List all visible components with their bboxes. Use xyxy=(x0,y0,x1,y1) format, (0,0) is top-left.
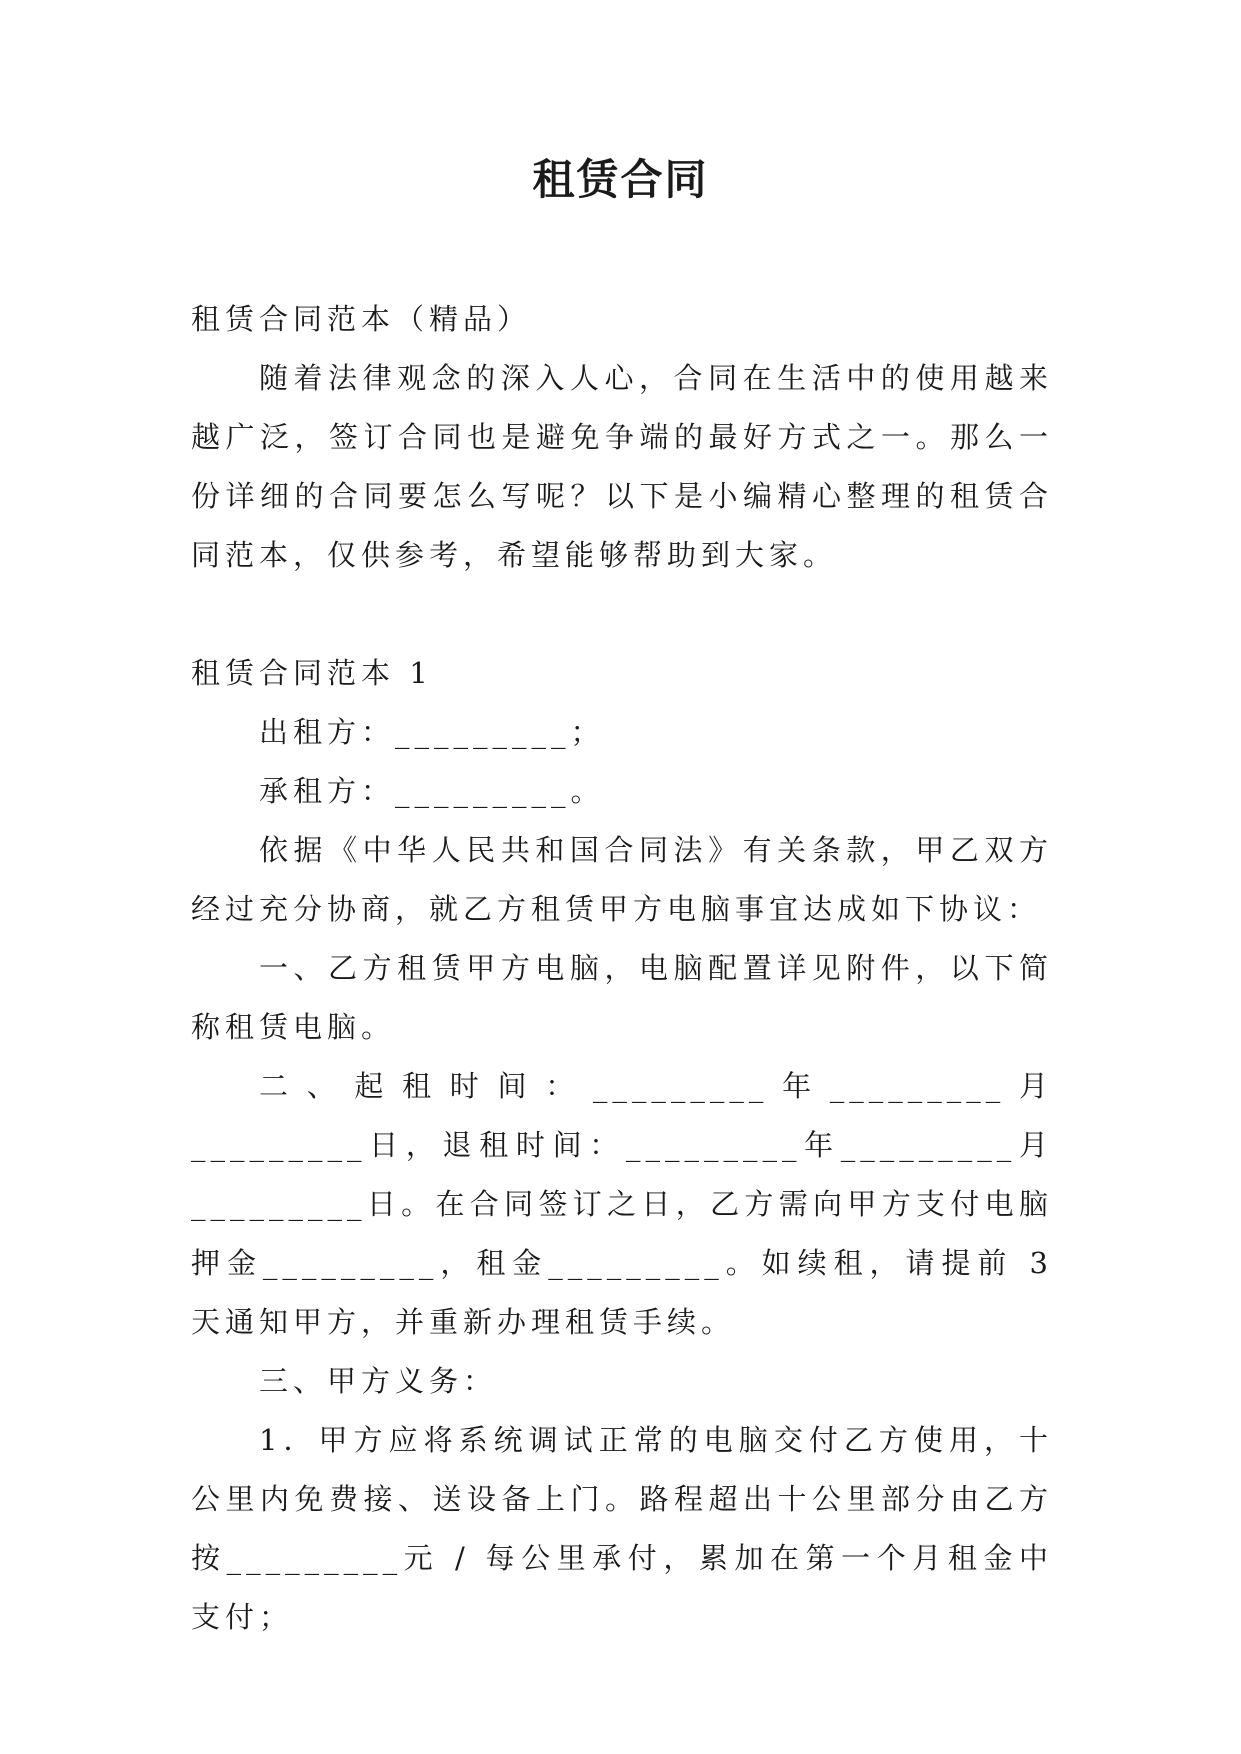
document-body xyxy=(191,290,1053,1647)
clause-2-paragraph: 二、起租时间：_________年_________月_________日，退租时间：_________年_________月_________日。在合同签订之日，乙方需向甲方支付电脑押金_________，租金_________。如续租，请提前 3 天通知甲方，并重新办理租赁手续。 xyxy=(191,1069,1053,1339)
lessee-line: 承租方：_________。 xyxy=(259,774,605,808)
document-title: 租赁合同 xyxy=(532,155,709,204)
clause-3-heading: 三、甲方义务： xyxy=(259,1364,498,1398)
subtitle-paragraph: 租赁合同范本（精品） xyxy=(191,302,532,336)
clause-1-paragraph: 一、乙方租赁甲方电脑，电脑配置详见附件，以下简称租赁电脑。 xyxy=(191,951,1053,1044)
clause-3-item-1: 1．甲方应将系统调试正常的电脑交付乙方使用，十公里内免费接、送设备上门。路程超出十公里部分由乙方按_________元 / 每公里承付，累加在第一个月租金中支付； xyxy=(191,1423,1053,1634)
basis-paragraph: 依据《中华人民共和国合同法》有关条款，甲乙双方经过充分协商，就乙方租赁甲方电脑事宜达成如下协议： xyxy=(191,833,1053,926)
section-heading: 租赁合同范本 1 xyxy=(191,656,433,690)
lessor-line: 出租方：_________； xyxy=(259,715,605,749)
intro-paragraph: 随着法律观念的深入人心，合同在生活中的使用越来越广泛，签订合同也是避免争端的最好方式之一。那么一份详细的合同要怎么写呢？以下是小编精心整理的租赁合同范本，仅供参考，希望能够帮助到大家。 xyxy=(191,361,1053,572)
